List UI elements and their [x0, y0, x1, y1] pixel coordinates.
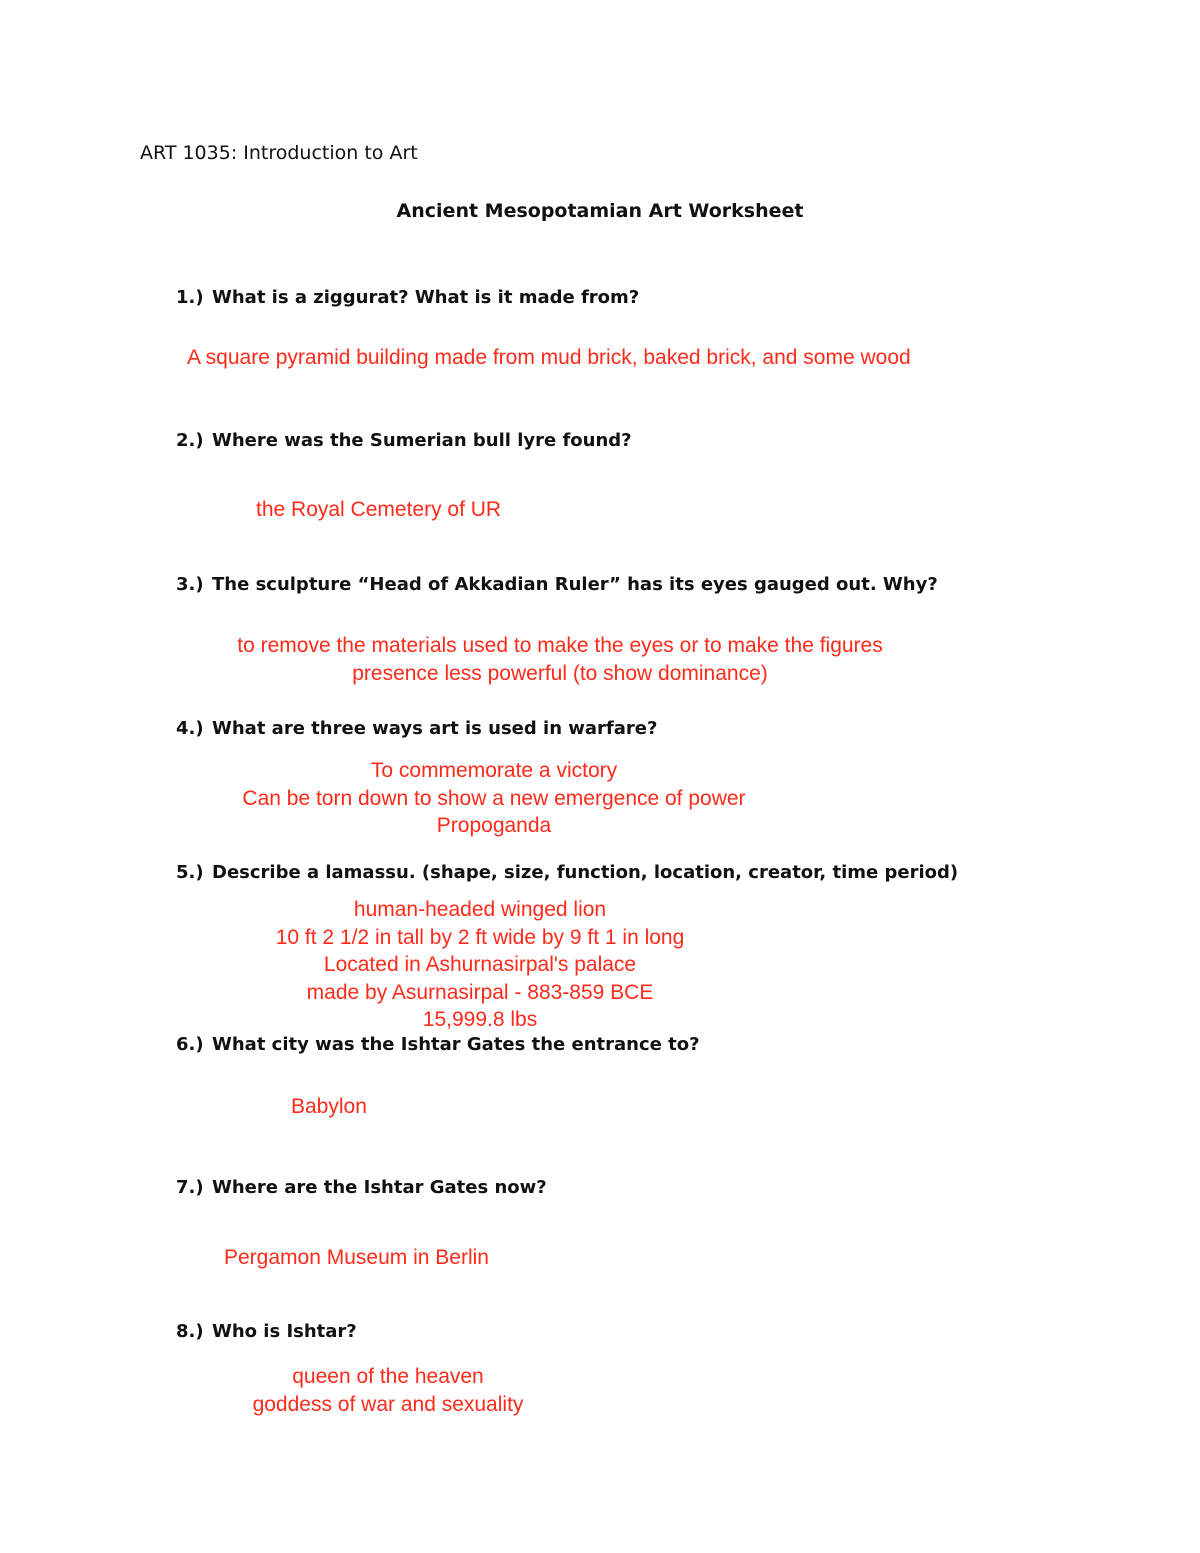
question-text: Where are the Ishtar Gates now? [212, 1177, 547, 1198]
question-1 [176, 287, 639, 308]
answer-8 [188, 1363, 588, 1418]
answer-line: made by Asurnasirpal - 883-859 BCE [306, 980, 654, 1004]
question-number: 2.) [176, 430, 204, 451]
answer-2 [256, 496, 501, 524]
answer-5 [180, 896, 780, 1034]
question-number: 8.) [176, 1321, 204, 1342]
answer-line: to remove the materials used to make the eyes or to make the figures [237, 634, 883, 657]
answer-4 [194, 757, 794, 840]
answer-line: Propoganda [436, 814, 552, 838]
answer-line: presence less powerful (to show dominance) [352, 661, 768, 685]
answer-line: Can be torn down to show a new emergence of power [242, 786, 746, 810]
course-title: ART 1035: Introduction to Art [140, 142, 418, 164]
question-number: 4.) [176, 718, 204, 739]
question-number: 1.) [176, 287, 204, 308]
question-number: 5.) [176, 862, 204, 883]
question-2 [176, 430, 632, 451]
answer-line: Babylon [291, 1095, 367, 1118]
question-number: 6.) [176, 1034, 204, 1055]
answer-7 [224, 1244, 489, 1272]
question-text: What are three ways art is used in warfare? [212, 718, 658, 739]
question-3 [176, 574, 938, 595]
question-5 [176, 862, 958, 883]
question-text: The sculpture “Head of Akkadian Ruler” has its eyes gauged out. Why? [212, 574, 938, 595]
question-text: Who is Ishtar? [212, 1321, 357, 1342]
answer-1 [187, 344, 911, 372]
answer-line: Located in Ashurnasirpal's palace [323, 953, 637, 977]
question-text: What is a ziggurat? What is it made from? [212, 287, 640, 308]
question-7 [176, 1177, 547, 1198]
question-4 [176, 718, 657, 739]
worksheet-title: Ancient Mesopotamian Art Worksheet [396, 200, 804, 222]
question-text: Describe a lamassu. (shape, size, function, location, creator, time period) [212, 862, 959, 883]
answer-line: Pergamon Museum in Berlin [224, 1246, 489, 1269]
question-number: 3.) [176, 574, 204, 595]
answer-line: 10 ft 2 1/2 in tall by 2 ft wide by 9 ft 1 in long [275, 925, 685, 949]
question-8 [176, 1321, 357, 1342]
answer-line: the Royal Cemetery of UR [256, 498, 502, 521]
answer-line: 15,999.8 lbs [422, 1008, 538, 1032]
answer-line: human-headed winged lion [353, 898, 607, 921]
answer-3 [200, 632, 920, 687]
question-6 [176, 1034, 700, 1055]
answer-line: To commemorate a victory [370, 759, 618, 782]
question-text: Where was the Sumerian bull lyre found? [212, 430, 632, 451]
question-text: What city was the Ishtar Gates the entrance to? [212, 1034, 700, 1055]
question-number: 7.) [176, 1177, 204, 1198]
answer-line: queen of the heaven [292, 1365, 484, 1388]
answer-6 [291, 1093, 367, 1121]
answer-line: goddess of war and sexuality [252, 1392, 524, 1416]
answer-line: A square pyramid building made from mud brick, baked brick, and some wood [187, 346, 911, 369]
